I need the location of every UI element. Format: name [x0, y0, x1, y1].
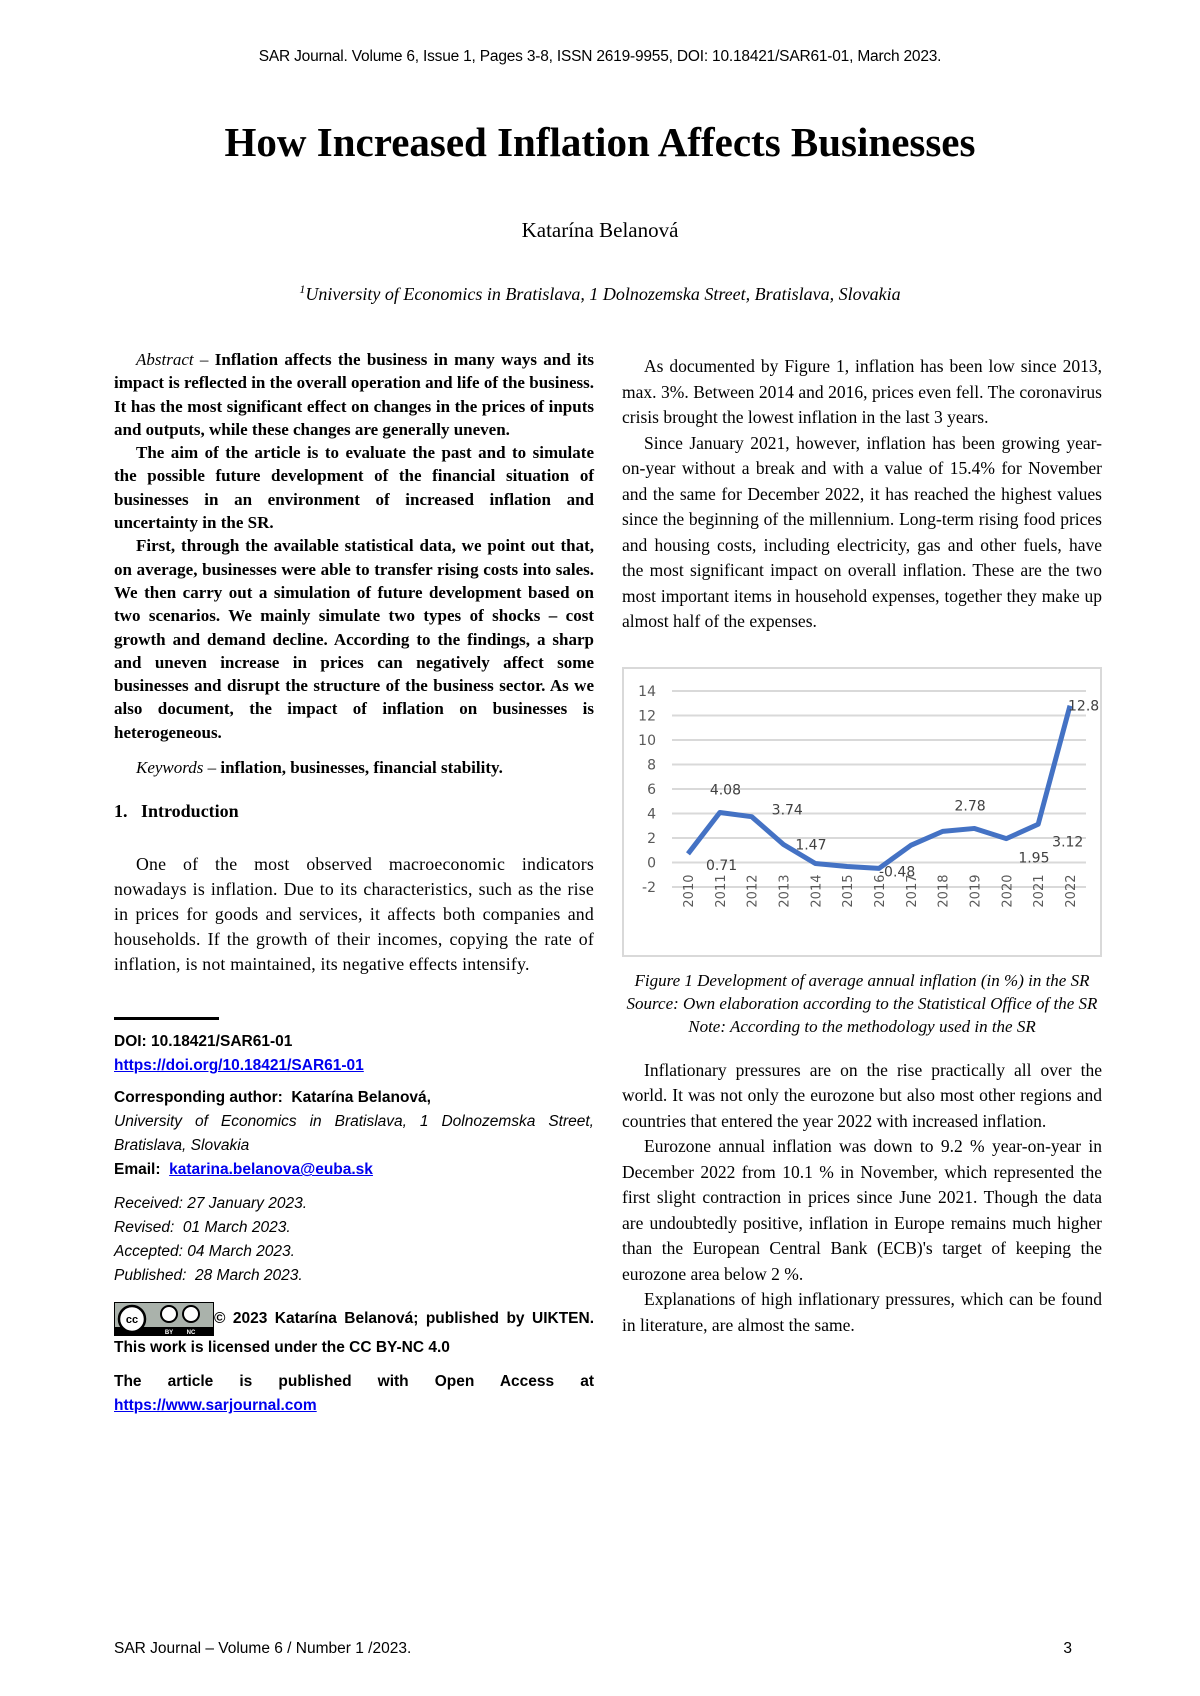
svg-text:-2: -2: [642, 879, 656, 896]
svg-text:8: 8: [647, 757, 656, 773]
footer-journal: SAR Journal – Volume 6 / Number 1 /2023.: [114, 1640, 412, 1657]
revised-date: Revised: 01 March 2023.: [114, 1219, 291, 1237]
svg-text:4: 4: [647, 806, 656, 822]
page-footer: [114, 1640, 1072, 1658]
svg-text:-0.48: -0.48: [879, 863, 916, 880]
svg-text:2.78: 2.78: [954, 797, 986, 814]
received-date: Received: 27 January 2023.: [114, 1195, 308, 1213]
site-link[interactable]: https://www.sarjournal.com: [114, 1397, 317, 1415]
svg-text:2012: 2012: [745, 874, 761, 908]
left-column: [114, 348, 594, 1418]
figure-caption: Figure 1 Development of average annual inflation (in %) in the SR Source: Own elaboration according to the Statistical Office of the SR Note: According to the methodology used in the SR: [626, 970, 1098, 1036]
svg-text:NC: NC: [186, 1330, 196, 1336]
license-block: cc BY NC © 2023 Katarína Belanová; published by UIKTEN. This work is licensed under the CC BY-NC 4.0: [114, 1302, 594, 1360]
right-paragraph-2: Since January 2021, however, inflation has been growing year-on-year without a break and with a value of 15.4% for November and the same for December 2022, it has reached the highest values since the beginning of the millennium. Long-term rising food prices and housing costs, including electricity, gas and other fuels, have the most significant impact on overall inflation. These are the two most important items in household expenses, together they make up almost half of the expenses.: [622, 432, 1102, 631]
abstract-label: Abstract –: [136, 350, 209, 369]
svg-text:2015: 2015: [841, 874, 857, 908]
svg-text:2019: 2019: [968, 874, 984, 908]
svg-text:2021: 2021: [1032, 874, 1048, 908]
corr-author: Katarína Belanová,: [291, 1089, 431, 1107]
svg-text:2: 2: [647, 830, 656, 847]
svg-text:3.74: 3.74: [771, 802, 803, 819]
svg-text:14: 14: [638, 683, 656, 700]
svg-text:2014: 2014: [809, 874, 825, 908]
keywords: Keywords – inflation, businesses, financial stability.: [136, 758, 503, 778]
article-meta: DOI: 10.18421/SAR61-01 https://doi.org/10.18421/SAR61-01 Corresponding author: Katarína Belanová, University of Economics in Bratislava, 1 Dolnozemska Street, Bratislava, Slovakia Email: katarina.belanova@euba.sk Received: 27 January 2023. Revised: 01 March 2023. Accepted: 04 March 2023. Published: 28 March 2023. cc BY NC © 2023 Katarína Belanová; published by UIKTEN. This work is licensed under the CC BY-NC 4.0 The article is published with Open Access at https://www.sarjournal.com: [114, 1030, 594, 1418]
svg-text:12.8: 12.8: [1068, 698, 1100, 715]
doi-label: DOI: 10.18421/SAR61-01: [114, 1033, 293, 1051]
svg-text:2020: 2020: [1000, 874, 1016, 908]
svg-text:12: 12: [638, 708, 656, 724]
intro-paragraph: One of the most observed macroeconomic indicators nowadays is inflation. Due to its characteristics, such as the rise in prices for goods and services, it affects both companies and households. If the growth of their incomes, copying the rate of inflation, is not maintained, its negative effects intensify.: [114, 854, 594, 975]
svg-text:BY: BY: [164, 1330, 174, 1336]
doi-link[interactable]: https://doi.org/10.18421/SAR61-01: [114, 1057, 364, 1075]
corr-affiliation: University of Economics in Bratislava, 1 Dolnozemska Street, Bratislava, Slovakia: [114, 1113, 594, 1155]
svg-text:2010: 2010: [682, 874, 697, 908]
right-column: [622, 354, 1102, 1338]
svg-text:2017: 2017: [904, 874, 920, 908]
page-title: How Increased Inflation Affects Businesses: [224, 119, 976, 165]
accepted-date: Accepted: 04 March 2023.: [114, 1243, 295, 1261]
page-number: 3: [1063, 1640, 1072, 1657]
footnote-rule: [114, 1017, 219, 1020]
svg-text:4.08: 4.08: [709, 782, 742, 799]
open-access-text: The article is published with Open Access at: [114, 1373, 594, 1391]
affiliation: $^1$University of Economics in Bratislava, 1 Dolnozemska Street, Bratislava, Slovakia: [299, 282, 901, 304]
abstract-p2: The aim of the article is to evaluate the past and to simulate the possible future development of the financial situation of businesses in an environment of increased inflation and uncertainty in the SR.: [114, 443, 594, 533]
svg-text:3.12: 3.12: [1052, 833, 1084, 850]
section-heading: 1. Introduction: [114, 801, 239, 822]
svg-text:1.47: 1.47: [795, 836, 827, 853]
abstract-p3: First, through the available statistical data, we point out that, on average, businesses were able to transfer rising costs into sales. We then carry out a simulation of future development based on two scenarios. We mainly simulate two types of shocks – cost growth and demand decline. According to the findings, a sharp and uneven increase in prices can negatively affect some businesses and disrupt the structure of the business sector. As we also document, the impact of inflation on businesses is heterogeneous.: [114, 536, 594, 742]
svg-text:cc: cc: [125, 1314, 139, 1327]
chart-canvas: [624, 669, 1100, 955]
svg-text:10: 10: [638, 732, 656, 749]
svg-text:0.71: 0.71: [706, 857, 738, 874]
email-link[interactable]: katarina.belanova@euba.sk: [169, 1161, 373, 1179]
abstract-p1: Abstract – Inflation affects the business in many ways and its impact is reflected in the overall operation and life of the business. It has the most significant effect on changes in the prices of inputs and outputs, while these changes are generally uneven.: [114, 350, 595, 439]
author-name: Katarína Belanová: [521, 218, 679, 242]
svg-text:2022: 2022: [1064, 874, 1079, 908]
svg-text:2013: 2013: [777, 874, 793, 908]
svg-text:1.95: 1.95: [1018, 850, 1050, 867]
svg-text:2016: 2016: [873, 874, 888, 908]
svg-text:6: 6: [647, 781, 656, 798]
svg-text:2018: 2018: [936, 874, 952, 908]
svg-text:2011: 2011: [713, 874, 729, 908]
running-header: SAR Journal. Volume 6, Issue 1, Pages 3-8, ISSN 2619-9955, DOI: 10.18421/SAR61-01, March 2023.: [258, 48, 942, 65]
right-paragraph-1: As documented by Figure 1, inflation has been low since 2013, max. 3%. Between 2014 and 2016, prices even fell. The coronavirus crisis brought the lowest inflation in the last 3 years.: [622, 356, 1102, 427]
right-paragraph-3: Inflationary pressures are on the rise practically all over the world. It was not only the eurozone but also most other regions and countries that entered the year 2022 with increased inflation.: [622, 1059, 1102, 1131]
right-paragraph-4: Eurozone annual inflation was down to 9.2 % year-on-year in December 2022 from 10.1 % in November, which represented the first slight contraction in prices since June 2021. Though the data are undoubtedly positive, inflation in Europe remains much higher than the European Central Bank (ECB)'s target of keeping the eurozone area below 2 %.: [622, 1136, 1102, 1284]
published-date: Published: 28 March 2023.: [114, 1267, 303, 1285]
inflation-line-chart: [622, 667, 1102, 957]
right-paragraph-5: Explanations of high inflationary pressures, which can be found in literature, are almost the same.: [622, 1289, 1102, 1335]
svg-text:0: 0: [647, 855, 656, 871]
cc-by-nc-icon: [114, 1302, 214, 1336]
